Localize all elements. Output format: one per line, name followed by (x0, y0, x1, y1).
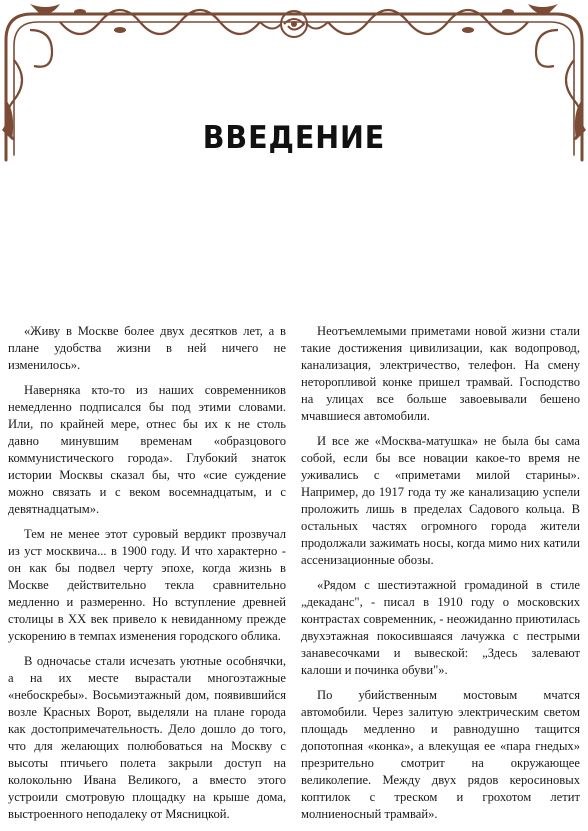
right-text-column (301, 323, 580, 831)
chapter-heading: ВВЕДЕНИЕ (202, 120, 386, 156)
paragraph: Тем не менее этот суровый вердикт прозвучал из уст москвича... в 1900 году. И что характерно - он как бы подвел черту эпохе, когда жизнь в Москве действительно текла сравнительно медленно и размеренно. Но вступление древней столицы в XX век привело к невиданному прежде ускорению в темпах изменения городского облика. (8, 527, 286, 643)
paragraph: В одночасье стали исчезать уютные особнячки, а на их месте вырастали многоэтажные «небоскребы». Восьмиэтажный дом, появившийся возле Красных Ворот, выделяли на плане города как достопримечательность. Дело дошло до того, что для желающих полюбоваться на Москву с высоты птичьего полета закрыли доступ на колокольню Ивана Великого, а вместо этого устроили смотровую площадку на крыше дома, выстроенного неподалеку от Мясницкой. (8, 654, 286, 821)
paragraph: Неотъемлемыми приметами новой жизни стали такие достижения цивилизации, как водопровод, канализация, электричество, телефон. На смену неторопливой конке пришел трамвай. Господство на улицах все больше завоевывали бешено мчавшиеся автомобили. (301, 324, 580, 423)
paragraph: «Живу в Москве более двух десятков лет, а в плане удобства жизни в ней ничего не изменилось». (8, 324, 286, 372)
paragraph: И все же «Москва-матушка» не была бы сама собой, если бы все новации какое-то время не уживались с «приметами милой старины». Например, до 1917 года ту же канализацию успели проложить лишь в пределах Садового кольца. В остальных частях огромного города жители продолжали зажимать носы, когда мимо них катили ассенизационные обозы. (301, 434, 580, 567)
left-text-column (8, 323, 286, 831)
paragraph: «Рядом с шестиэтажной громадиной в стиле „декаданс", - писал в 1910 году о московских контрастах современник, - неожиданно приютилась двухэтажная покосившаяся лачужка с пестрыми занавесочками и вывеской: „Здесь залевают калоши и починка обуви"». (301, 578, 580, 677)
paragraph: По убийственным мостовым мчатся автомобили. Через залитую электрическим светом площадь медленно и равнодушно тащится допотопная «конка», а влекущая ее «пара гнедых» презрительно смотрит на окружающее великолепие. Между двух рядов керосиновых коптилок с треском и грохотом летит молниеносный трамвай». (301, 688, 580, 821)
paragraph: Наверняка кто-то из наших современников немедленно подписался бы под этими словами. Или, по крайней мере, отнес бы их к не столь давно минувшим временам «образцового коммунистического города». Глубокий знаток истории Москвы сказал бы, что «сие суждение можно связать и с веком восемнадцатым, и с девятнадцатым». (8, 383, 286, 516)
